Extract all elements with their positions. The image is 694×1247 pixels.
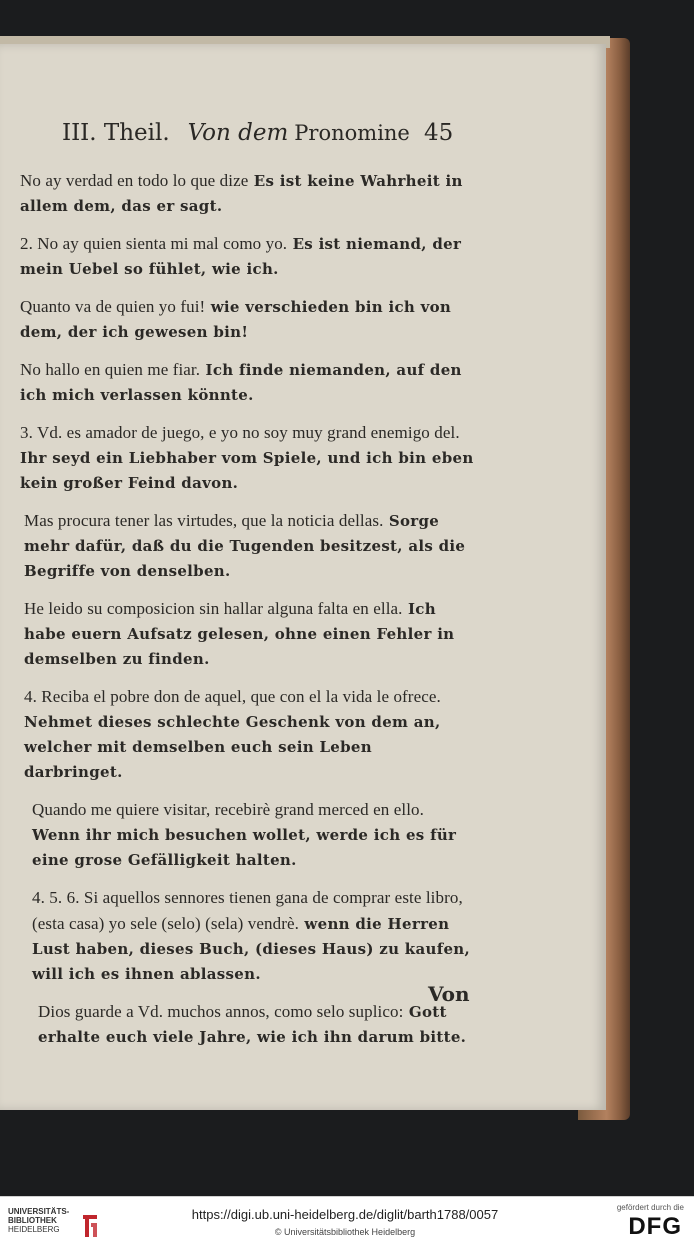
entry-6 (20, 508, 476, 584)
dfg-logo[interactable]: DFG (628, 1213, 682, 1240)
entry-11 (20, 999, 476, 1050)
entry-8 (20, 684, 476, 785)
viewer-footer (0, 1196, 694, 1247)
spanish-text: No ay verdad en todo lo que dize (20, 171, 249, 190)
library-name-line2: BIBLIOTHEK (8, 1216, 57, 1225)
library-name-line3: HEIDELBERG (8, 1225, 60, 1234)
german-text: Ich habe euern Aufsatz gelesen, ohne einen Fehler in demselben zu finden. (24, 600, 455, 668)
spanish-text: Quando me quiere visitar, recebirè grand merced en ello. (32, 800, 424, 819)
spanish-text: Dios guarde a Vd. muchos annos, como selo suplico: (38, 1002, 404, 1021)
header-pronomine: Pronomine (294, 121, 410, 145)
german-text: Ihr seyd ein Liebhaber vom Spiele, und ich bin eben kein großer Feind davon. (20, 449, 474, 492)
copyright-notice: © Universitätsbibliothek Heidelberg (274, 1227, 416, 1237)
german-text: wie verschieden bin ich von dem, der ich gewesen bin! (20, 298, 452, 341)
german-text: Gott erhalte euch viele Jahre, wie ich ihn darum bitte. (38, 1003, 467, 1046)
funded-by-label: gefördert durch die (616, 1203, 684, 1212)
permalink-url[interactable]: https://digi.ub.uni-heidelberg.de/diglit/barth1788/0057 (191, 1207, 499, 1222)
spanish-text: Quanto va de quien yo fui! (20, 297, 206, 316)
part-label: III. Theil. (62, 120, 170, 146)
german-text: Es ist keine Wahrheit in allem dem, das er sagt. (20, 172, 463, 215)
running-header (62, 120, 462, 156)
entry-9 (20, 797, 476, 873)
german-text: wenn die Herren Lust haben, dieses Buch, (dieses Haus) zu kaufen, will ich es ihnen ablassen. (32, 915, 471, 983)
header-von-dem: Von dem (187, 120, 289, 146)
german-text: Es ist niemand, der mein Uebel so fühlet, wie ich. (20, 235, 462, 278)
entry-5 (20, 420, 476, 496)
page-text (20, 168, 476, 1062)
spanish-text: No hallo en quien me fiar. (20, 360, 201, 379)
spanish-text: Mas procura tener las virtudes, que la noticia dellas. (24, 511, 384, 530)
german-text: Wenn ihr mich besuchen wollet, werde ich es für eine grose Gefälligkeit halten. (32, 826, 457, 869)
entry-2 (20, 231, 476, 282)
entry-4 (20, 357, 476, 408)
ub-logo-icon (80, 1213, 100, 1239)
entry-3 (20, 294, 476, 345)
spanish-text: 3. Vd. es amador de juego, e yo no soy muy grand enemigo del. (20, 423, 460, 442)
library-name-line1: UNIVERSITÄTS- (8, 1207, 70, 1216)
entry-1 (20, 168, 476, 219)
catchword: Von (428, 982, 470, 1006)
german-text: Ich finde niemanden, auf den ich mich verlassen könnte. (20, 361, 462, 404)
spanish-text: 4. Reciba el pobre don de aquel, que con el la vida le ofrece. (24, 687, 441, 706)
entry-7 (20, 596, 476, 672)
entry-10 (20, 885, 476, 987)
german-text: Nehmet dieses schlechte Geschenk von dem an, welcher mit demselben euch sein Leben darbringet. (24, 713, 441, 781)
german-text: Sorge mehr dafür, daß du die Tugenden besitzest, als die Begriffe von denselben. (24, 512, 466, 580)
spanish-text: He leido su composicion sin hallar alguna falta en ella. (24, 599, 403, 618)
ub-heidelberg-logo[interactable] (8, 1207, 108, 1241)
page-number: 45 (424, 120, 454, 146)
spanish-text: 2. No ay quien sienta mi mal como yo. (20, 234, 288, 253)
spanish-text: 4. 5. 6. Si aquellos sennores tienen gana de comprar este libro, (esta casa) yo sele (selo) (sela) vendrè. (32, 888, 463, 933)
